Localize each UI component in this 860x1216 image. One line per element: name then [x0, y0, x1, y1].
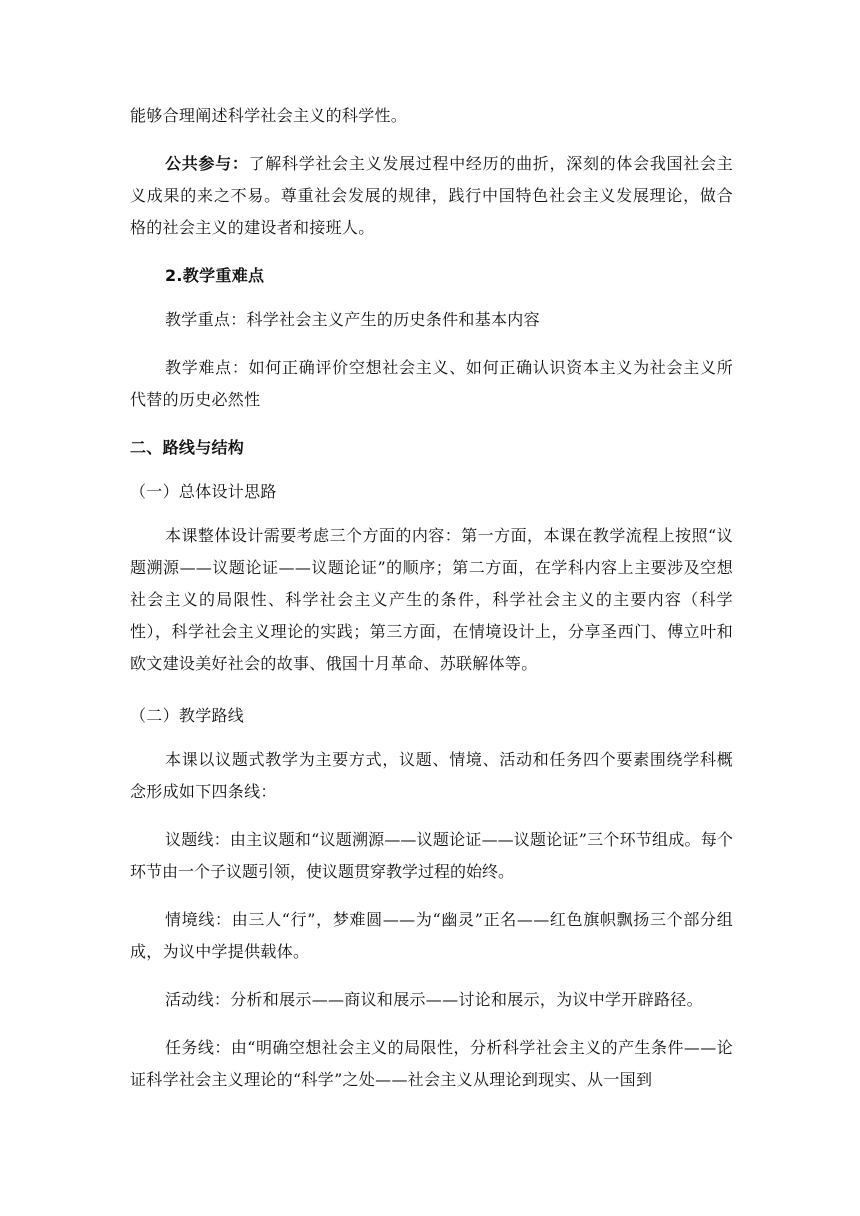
public-participation-label: 公共参与： — [165, 154, 249, 173]
heading-text: 二、路线与结构 — [130, 438, 245, 457]
paragraph-text: 教学难点：如何正确评价空想社会主义、如何正确认识资本主义为社会主义所代替的历史必然性 — [130, 358, 733, 409]
paragraph-situation-line — [130, 904, 733, 968]
paragraph-text: 情境线：由三人“行”，梦难圆——为“幽灵”正名——红色旗帜飘扬三个部分组成，为议中学提供载体。 — [130, 910, 733, 961]
paragraph-text: 活动线：分析和展示——商议和展示——讨论和展示，为议中学开辟路径。 — [165, 990, 703, 1009]
paragraph-teaching-difficulty — [130, 352, 733, 416]
heading-text: 2.教学重难点 — [165, 266, 265, 285]
subsection-heading-teaching-route — [130, 700, 733, 732]
heading-text: （二）教学路线 — [130, 706, 245, 725]
paragraph-route-intro — [130, 744, 733, 808]
paragraph-public-participation — [130, 148, 733, 244]
paragraph-scientific-nature — [130, 100, 733, 132]
paragraph-text: 本课整体设计需要考虑三个方面的内容：第一方面，本课在教学流程上按照“议题溯源——议题论证——议题论证”的顺序；第二方面，在学科内容上主要涉及空想社会主义的局限性、科学社会主义产生的条件，科学社会主义的主要内容（科学性），科学社会主义理论的实践；第三方面，在情境设计上，分享圣西门、傅立叶和欧文建设美好社会的故事、俄国十月革命、苏联解体等。 — [130, 526, 733, 673]
paragraph-task-line — [130, 1032, 733, 1096]
paragraph-text: 本课以议题式教学为主要方式，议题、情境、活动和任务四个要素围绕学科概念形成如下四条线： — [130, 750, 733, 801]
paragraph-text: 任务线：由“明确空想社会主义的局限性，分析科学社会主义的产生条件——论证科学社会主义理论的“科学”之处——社会主义从理论到现实、从一国到 — [130, 1038, 733, 1089]
section-heading-route-structure — [130, 432, 733, 464]
paragraph-text: 议题线：由主议题和“议题溯源——议题论证——议题论证”三个环节组成。每个环节由一个子议题引领，使议题贯穿教学过程的始终。 — [130, 830, 733, 881]
paragraph-issue-line — [130, 824, 733, 888]
heading-text: （一）总体设计思路 — [130, 482, 277, 501]
paragraph-overall-design — [130, 520, 733, 680]
paragraph-teaching-focus — [130, 304, 733, 336]
paragraph-text: 教学重点：科学社会主义产生的历史条件和基本内容 — [165, 310, 540, 329]
paragraph-text: 能够合理阐述科学社会主义的科学性。 — [130, 106, 408, 125]
heading-teaching-key-points — [130, 260, 733, 292]
subsection-heading-overall-design — [130, 476, 733, 508]
paragraph-activity-line — [130, 984, 733, 1016]
public-participation-text: 了解科学社会主义发展过程中经历的曲折，深刻的体会我国社会主义成果的来之不易。尊重社会发展的规律，践行中国特色社会主义发展理论，做合格的社会主义的建设者和接班人。 — [130, 154, 733, 237]
